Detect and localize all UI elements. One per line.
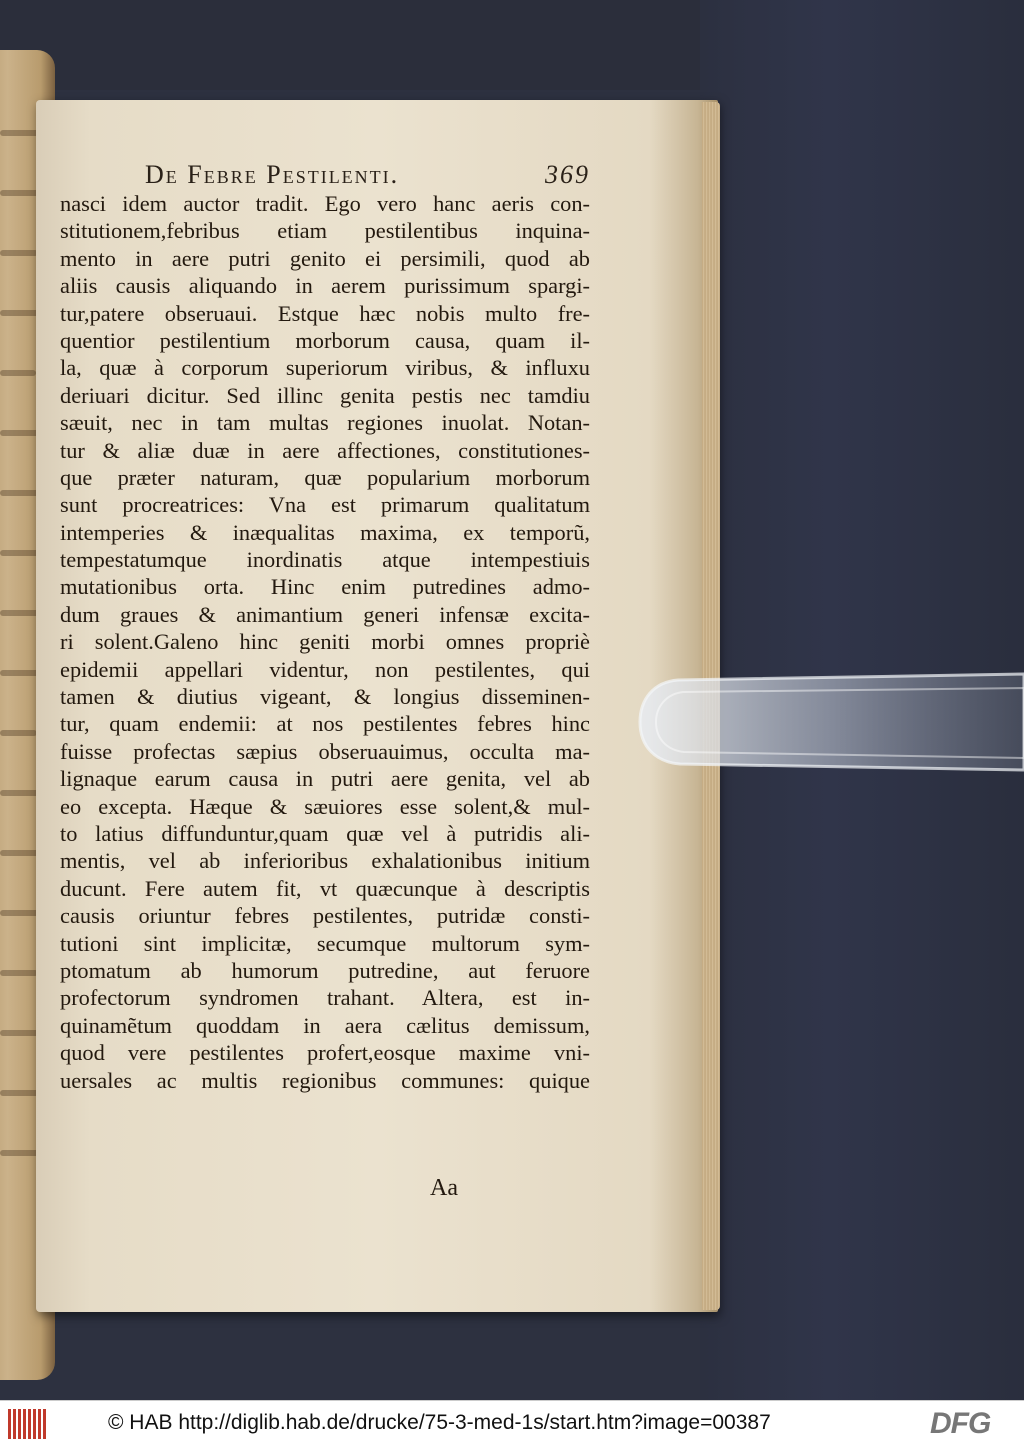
text-line: lignaque earum causa in putri aere genita, vel ab (60, 766, 590, 792)
text-line: mento in aere putri genito ei persimili, quod ab (60, 245, 590, 271)
text-line: que præter naturam, quæ popularium morborum (60, 464, 590, 490)
text-line: mentis, vel ab inferioribus exhalationibus initium (60, 848, 590, 874)
page-number: 369 (545, 160, 590, 189)
text-line: epidemii appellari videntur, non pestilentes, qui (60, 656, 590, 682)
text-line: tempestatumque inordinatis atque intempestiuis (60, 547, 590, 573)
text-line: fuisse profectas sæpius obseruauimus, occulta ma- (60, 738, 590, 764)
text-line: tur, quam endemii: at nos pestilentes febres hinc (60, 711, 590, 737)
text-line: tur & aliæ duæ in aere affectiones, constitutiones- (60, 437, 590, 463)
text-line: nasci idem auctor tradit. Ego vero hanc aeris con- (60, 191, 590, 216)
barcode-logo (8, 1409, 48, 1439)
text-line: quentior pestilentium morborum causa, quam il- (60, 327, 590, 353)
text-line: aliis causis aliquando in aerem purissimum spargi- (60, 273, 590, 299)
text-line: sunt procreatrices: Vna est primarum qualitatum (60, 492, 590, 518)
text-line: la, quæ à corporum superiorum viribus, & influxu (60, 355, 590, 381)
glass-page-weight (638, 652, 1024, 802)
text-line: to latius diffunduntur,quam quæ vel à putridis ali- (60, 820, 590, 846)
text-line: tur,patere obseruaui. Estque hæc nobis multo fre- (60, 300, 590, 326)
dfg-logo: DFG (930, 1407, 991, 1440)
text-line: causis oriuntur febres pestilentes, putridæ consti- (60, 903, 590, 929)
signature-mark: Aa (430, 1175, 458, 1201)
text-line: intemperies & inæqualitas maxima, ex temporũ, (60, 519, 590, 545)
running-title: De Febre Pestilenti. (145, 160, 400, 189)
text-line: quinamẽtum quoddam in aera cælitus demissum, (60, 1012, 590, 1038)
text-line: tamen & diutius vigeant, & longius disseminen- (60, 684, 590, 710)
text-line: ducunt. Fere autem fit, vt quæcunque à descriptis (60, 875, 590, 901)
text-line: profectorum syndromen trahant. Altera, est in- (60, 985, 590, 1011)
body-text (60, 190, 590, 1094)
text-line: uersales ac multis regionibus communes: quique (60, 1067, 590, 1093)
source-url-link[interactable]: © HAB http://diglib.hab.de/drucke/75-3-med-1s/start.htm?image=00387 (108, 1411, 771, 1434)
text-line: tutioni sint implicitæ, secumque multorum sym- (60, 930, 590, 956)
text-line: ri solent.Galeno hinc geniti morbi omnes propriè (60, 629, 590, 655)
text-line: quod vere pestilentes profert,eosque maxime vni- (60, 1040, 590, 1066)
text-line: mutationibus orta. Hinc enim putredines admo- (60, 574, 590, 600)
running-head (145, 160, 595, 190)
text-line: eo excepta. Hæque & sæuiores esse solent,& mul- (60, 793, 590, 819)
footer-bar (0, 1400, 1024, 1446)
text-line: stitutionem,febribus etiam pestilentibus inquina- (60, 218, 590, 244)
text-line: deriuari dicitur. Sed illinc genita pestis nec tamdiu (60, 382, 590, 408)
text-line: ptomatum ab humorum putredine, aut feruore (60, 957, 590, 983)
text-line: sæuit, nec in tam multas regiones inuolat. Notan- (60, 410, 590, 436)
text-line: dum graues & animantium generi infensæ excita- (60, 601, 590, 627)
